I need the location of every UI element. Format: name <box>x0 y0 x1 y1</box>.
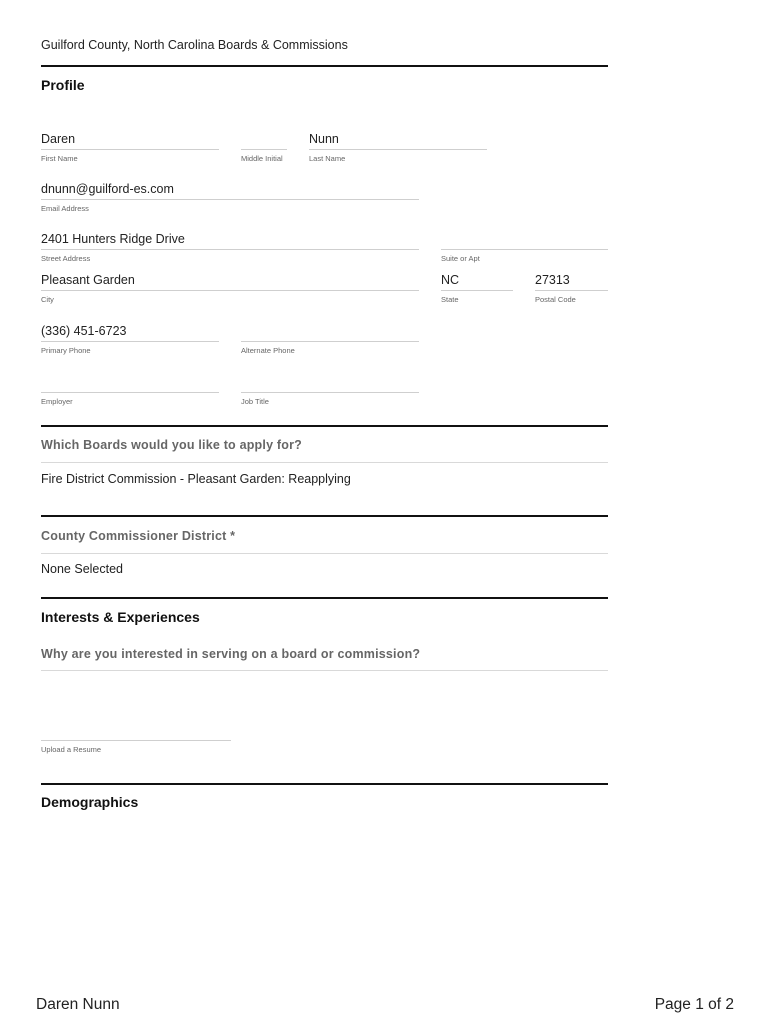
interests-section-title: Interests & Experiences <box>41 609 200 625</box>
job-title-label: Job Title <box>241 397 269 406</box>
question-divider <box>41 462 608 463</box>
demographics-section-title: Demographics <box>41 794 139 810</box>
email-value: dnunn@guilford-es.com <box>41 182 174 196</box>
section-divider <box>41 783 608 785</box>
document-header: Guilford County, North Carolina Boards & Commissions <box>41 38 348 52</box>
field-underline <box>41 149 219 150</box>
first-name-value: Daren <box>41 132 76 146</box>
field-underline <box>309 149 487 150</box>
boards-answer: Fire District Commission - Pleasant Garden: Reapplying <box>41 472 351 486</box>
interests-question: Why are you interested in serving on a board or commission? <box>41 647 421 661</box>
field-underline <box>41 249 419 250</box>
city-label: City <box>41 295 54 304</box>
field-underline <box>241 392 419 393</box>
primary-phone-label: Primary Phone <box>41 346 91 355</box>
field-underline <box>241 341 419 342</box>
last-name-value: Nunn <box>309 132 339 146</box>
section-divider <box>41 515 608 517</box>
field-underline <box>41 392 219 393</box>
suite-label: Suite or Apt <box>441 254 480 263</box>
postal-code-label: Postal Code <box>535 295 576 304</box>
field-underline <box>41 290 419 291</box>
field-underline <box>441 290 513 291</box>
middle-initial-label: Middle Initial <box>241 154 283 163</box>
section-divider <box>41 597 608 599</box>
footer-applicant-name: Daren Nunn <box>36 996 120 1013</box>
question-divider <box>41 670 608 671</box>
field-underline <box>241 149 287 150</box>
primary-phone-value: (336) 451-6723 <box>41 324 127 338</box>
section-divider <box>41 425 608 427</box>
profile-section-title: Profile <box>41 77 85 93</box>
field-underline <box>41 740 231 741</box>
field-underline <box>535 290 608 291</box>
field-underline <box>441 249 608 250</box>
district-answer: None Selected <box>41 562 124 576</box>
section-divider <box>41 65 608 67</box>
boards-question: Which Boards would you like to apply for? <box>41 438 302 452</box>
street-address-value: 2401 Hunters Ridge Drive <box>41 232 185 246</box>
postal-code-value: 27313 <box>535 273 570 287</box>
alternate-phone-label: Alternate Phone <box>241 346 295 355</box>
first-name-label: First Name <box>41 154 78 163</box>
state-value: NC <box>441 273 460 287</box>
field-underline <box>41 341 219 342</box>
city-value: Pleasant Garden <box>41 273 135 287</box>
email-label: Email Address <box>41 204 89 213</box>
field-underline <box>41 199 419 200</box>
last-name-label: Last Name <box>309 154 346 163</box>
question-divider <box>41 553 608 554</box>
street-address-label: Street Address <box>41 254 91 263</box>
district-question: County Commissioner District * <box>41 529 236 543</box>
state-label: State <box>441 295 459 304</box>
employer-label: Employer <box>41 397 73 406</box>
footer-page-number: Page 1 of 2 <box>654 996 734 1013</box>
resume-label: Upload a Resume <box>41 745 102 754</box>
